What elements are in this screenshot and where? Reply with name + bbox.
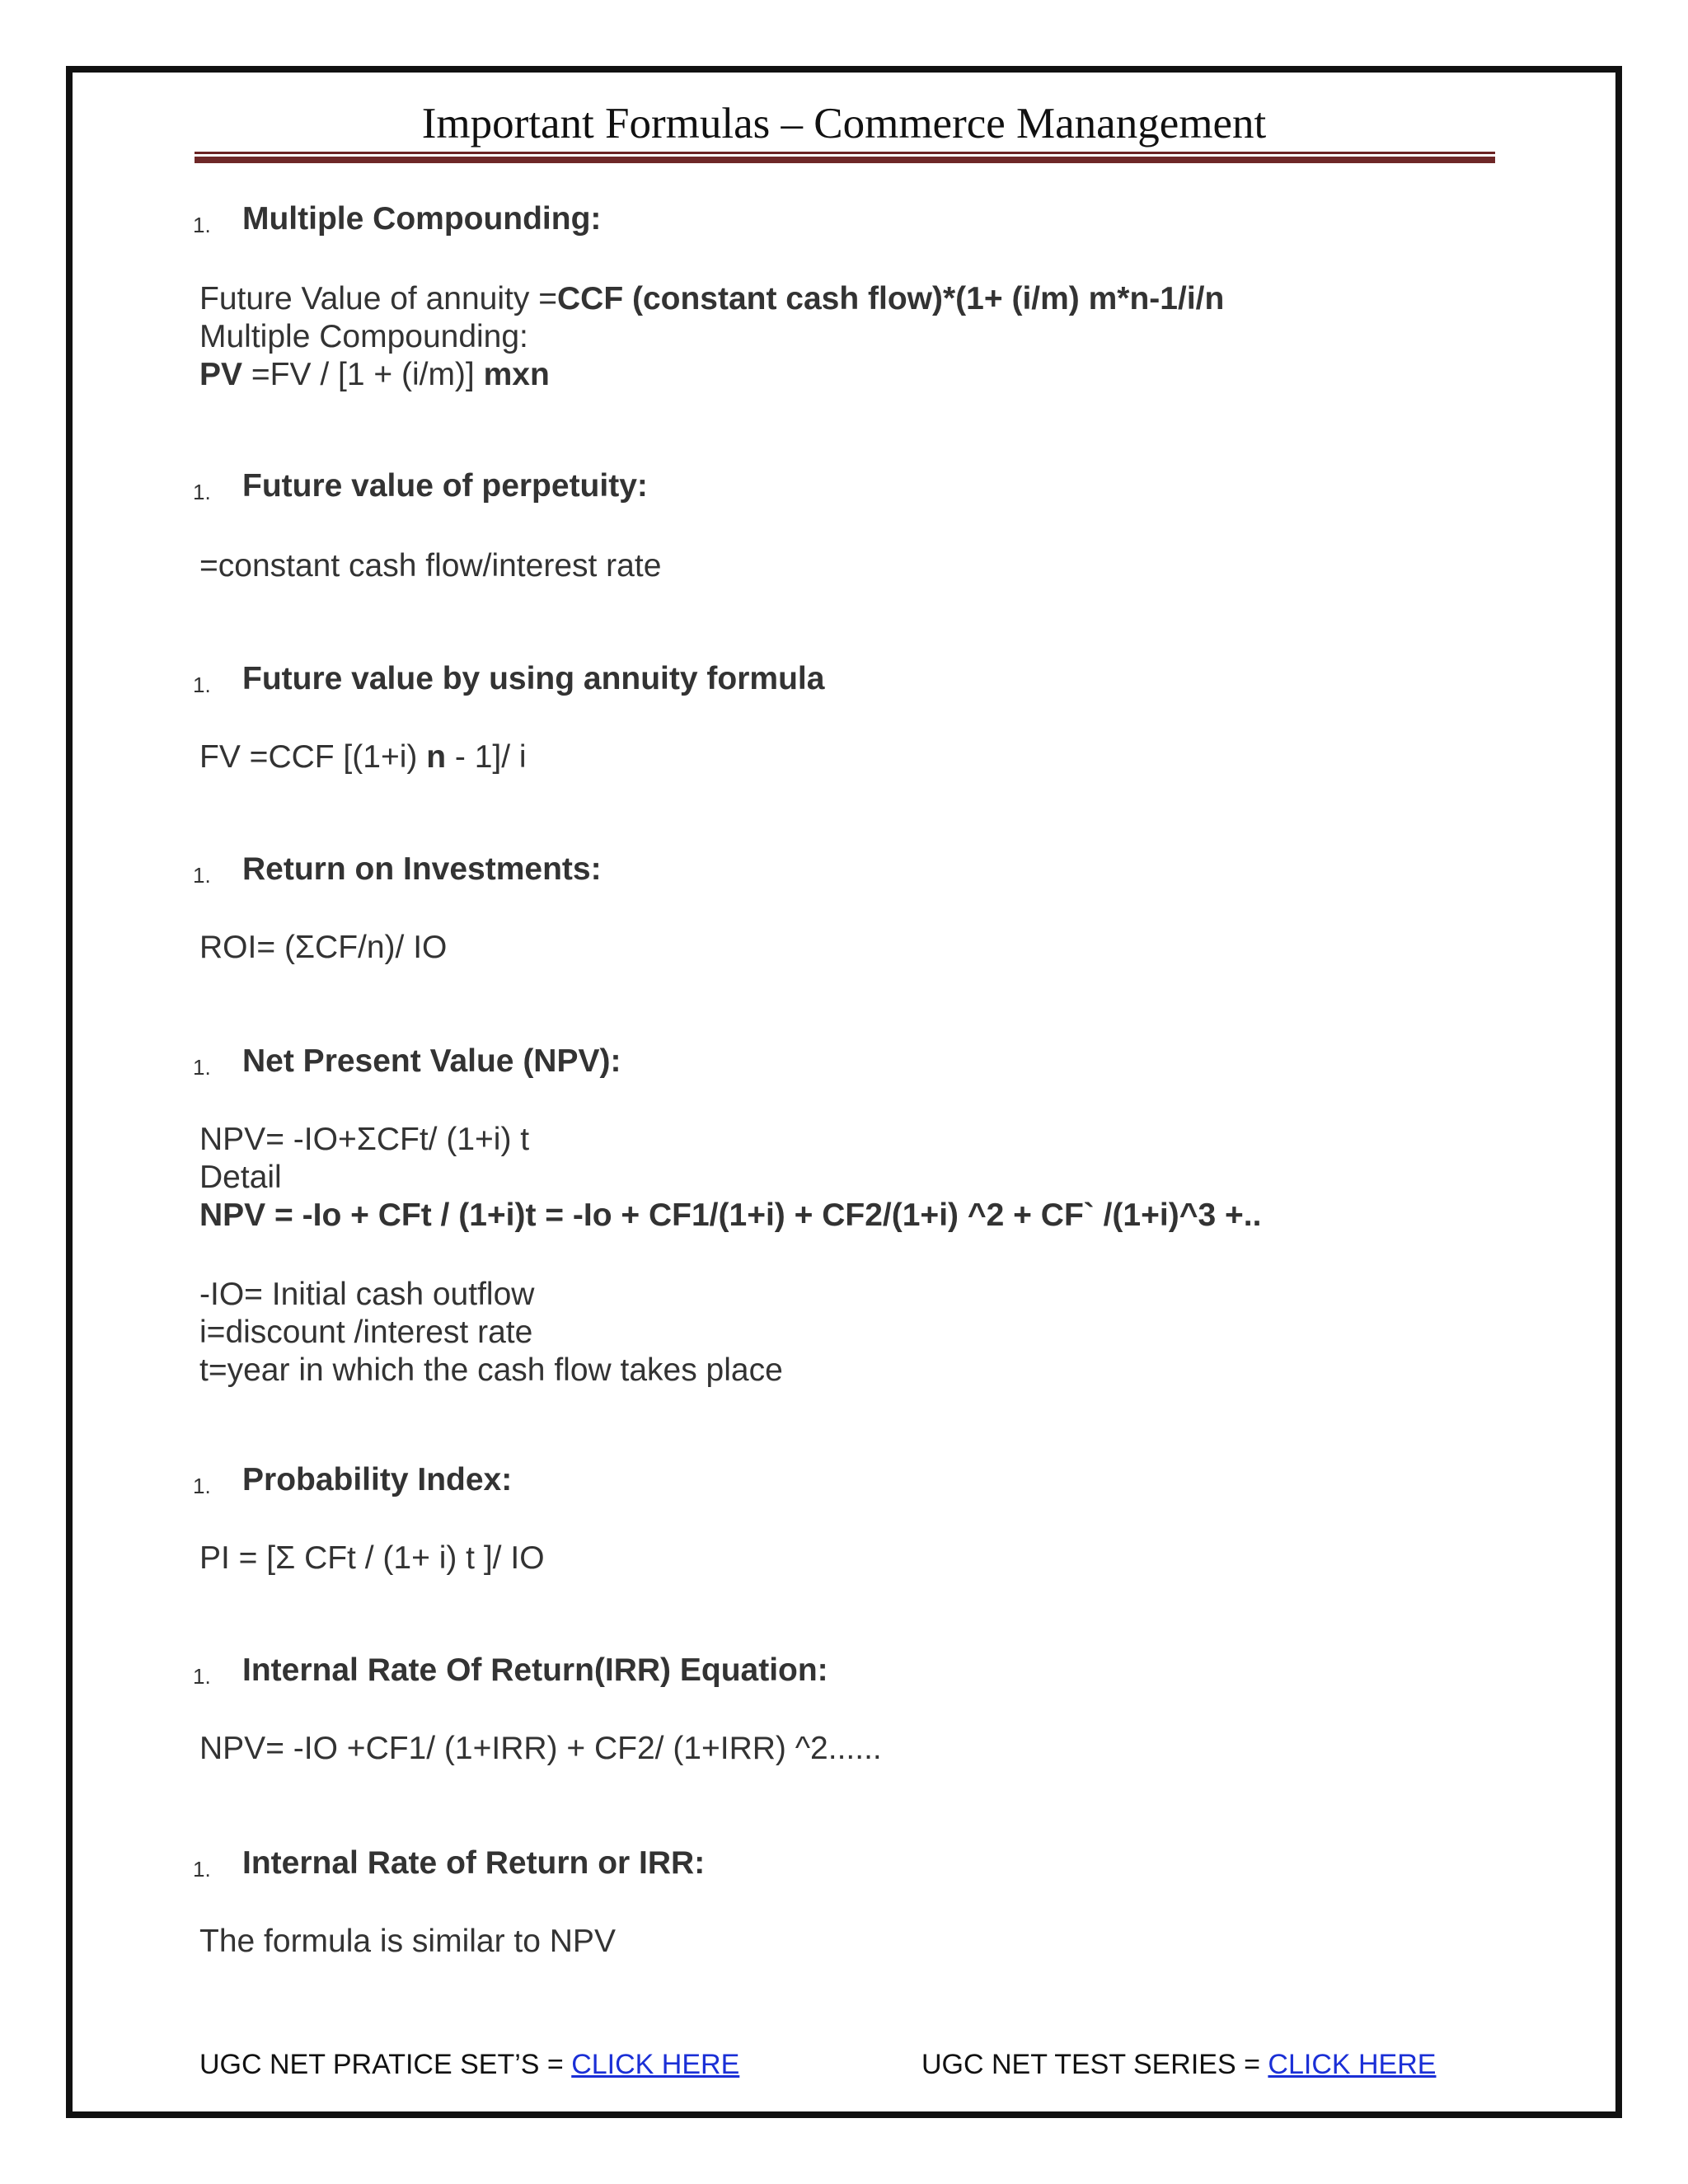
footer-test-series-label: UGC NET TEST SERIES = [921, 2049, 1268, 2080]
section-heading [193, 201, 1512, 242]
formula-text: CCF (constant cash flow)*(1+ (i/m) m*n-1/i/n [556, 281, 1225, 316]
section-heading [193, 1652, 1512, 1694]
footer-test-series [921, 2049, 1436, 2081]
footer-practice-sets-label: UGC NET PRATICE SET’S = [199, 2049, 572, 2080]
formula-text: t=year in which the cash flow takes place [199, 1352, 783, 1388]
header-rule-thick [195, 157, 1495, 163]
section-heading [193, 1462, 1512, 1503]
formula-line [199, 1540, 545, 1577]
formula-text: PV [199, 357, 243, 392]
formula-line [199, 318, 528, 356]
formula-section [193, 1652, 1512, 1766]
formula-text: NPV = -Io + CFt / (1+i)t = -Io + CF1/(1+i) + CF2/(1+i) ^2 + CF` /(1+i)^3 +.. [199, 1197, 1262, 1233]
formula-text: =constant cash flow/interest rate [199, 548, 662, 583]
formula-line [199, 1923, 616, 1961]
formula-line [199, 1730, 882, 1768]
section-number: 1. [193, 1055, 211, 1080]
practice-sets-link[interactable]: CLICK HERE [571, 2049, 740, 2080]
section-number: 1. [193, 480, 211, 504]
formula-text: =FV / [1 + (i/m)] [242, 357, 484, 392]
section-number: 1. [193, 1474, 211, 1498]
formula-section [193, 851, 1512, 965]
formula-line [199, 1314, 532, 1352]
formula-line [199, 738, 527, 776]
section-heading [193, 661, 1512, 702]
test-series-link[interactable]: CLICK HERE [1268, 2049, 1437, 2080]
section-heading [193, 468, 1512, 509]
formula-line [199, 547, 661, 585]
formula-section [193, 661, 1512, 775]
section-title: Net Present Value (NPV): [242, 1043, 621, 1079]
formula-text: - 1]/ i [446, 739, 527, 775]
formula-text: i=discount /interest rate [199, 1315, 533, 1350]
formula-line [199, 1197, 1261, 1235]
formula-text: The formula is similar to NPV [199, 1924, 616, 1959]
section-title: Future value of perpetuity: [242, 468, 648, 504]
section-title: Probability Index: [242, 1462, 513, 1497]
formula-line [199, 1352, 783, 1390]
section-number: 1. [193, 1857, 211, 1882]
formula-text: Detail [199, 1160, 282, 1195]
formula-line [199, 1121, 529, 1159]
section-number: 1. [193, 213, 211, 237]
section-heading [193, 1043, 1512, 1085]
section-title: Multiple Compounding: [242, 201, 602, 237]
section-number: 1. [193, 1664, 211, 1689]
formula-line [199, 1276, 534, 1314]
formula-section [193, 1845, 1512, 1959]
section-heading [193, 851, 1512, 893]
formula-section [193, 1462, 1512, 1576]
section-title: Return on Investments: [242, 851, 602, 887]
formula-text: NPV= -IO+ΣCFt/ (1+i) t [199, 1122, 530, 1157]
formula-line [199, 356, 550, 394]
formula-text: n [426, 739, 447, 775]
formula-line [199, 929, 447, 967]
section-title: Future value by using annuity formula [242, 661, 825, 696]
section-number: 1. [193, 863, 211, 888]
formula-section [193, 201, 1512, 392]
section-title: Internal Rate of Return or IRR: [242, 1845, 706, 1881]
formula-text: ROI= (ΣCF/n)/ IO [199, 930, 448, 965]
footer-practice-sets [199, 2049, 739, 2081]
section-number: 1. [193, 673, 211, 697]
page-title: Important Formulas – Commerce Manangement [421, 100, 1267, 148]
formula-line [199, 1159, 282, 1197]
formula-text: mxn [483, 357, 550, 392]
formula-text: PI = [Σ CFt / (1+ i) t ]/ IO [199, 1540, 545, 1576]
formula-text: NPV= -IO +CF1/ (1+IRR) + CF2/ (1+IRR) ^2...... [199, 1731, 882, 1766]
formula-line [199, 280, 1224, 318]
formula-text: FV =CCF [(1+i) [199, 739, 427, 775]
formula-section [193, 468, 1512, 583]
formula-text: -IO= Initial cash outflow [199, 1277, 535, 1312]
formula-text: Multiple Compounding: [199, 319, 528, 354]
section-heading [193, 1845, 1512, 1886]
formula-section [193, 1043, 1512, 1388]
formula-text: Future Value of annuity = [199, 281, 557, 316]
header-rule-thin [195, 152, 1495, 154]
section-title: Internal Rate Of Return(IRR) Equation: [242, 1652, 828, 1688]
